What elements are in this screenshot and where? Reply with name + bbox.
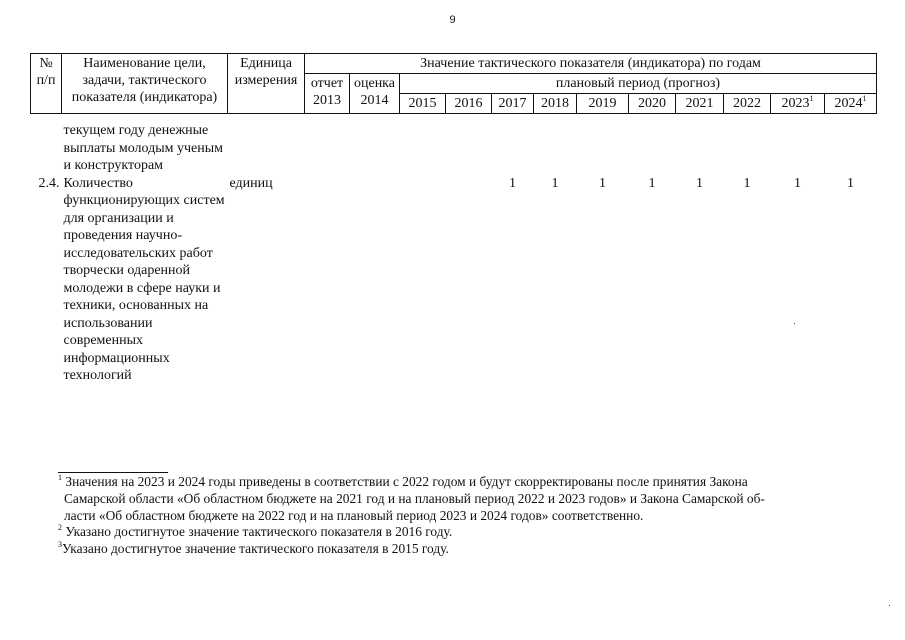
- row-unit: [228, 122, 305, 175]
- row-value: [825, 122, 877, 175]
- header-num: № п/п: [31, 54, 62, 114]
- row-name: текущем году денежные выплаты молодым ученым и конструкторам: [63, 123, 224, 173]
- table-row: [31, 175, 877, 385]
- row-value: 1: [509, 175, 516, 191]
- header-year: 2020: [629, 94, 676, 114]
- header-year: 2015: [400, 94, 446, 114]
- header-year: 2018: [534, 94, 577, 114]
- footnote-text: ласти «Об областном бюджете на 2022 год и на плановый период 2023 и 2024 годов» соответственно.: [64, 507, 644, 523]
- row-value: 1: [648, 175, 656, 191]
- footnotes: [58, 474, 878, 558]
- row-value: [724, 122, 771, 175]
- header-name: Наименование цели, задачи, тактического показателя (индикатора): [62, 54, 228, 114]
- footnote-text: Самарской области «Об областном бюджете на 2021 год и на плановый период 2022 и 2023 годов» и Закона Самарской об-: [64, 490, 765, 506]
- row-value: 1: [794, 175, 801, 191]
- header-year: 2019: [577, 94, 629, 114]
- header-estimate: оценка 2014: [350, 74, 400, 114]
- header-year: [825, 94, 877, 114]
- table-row: [31, 122, 877, 175]
- row-value: [771, 122, 825, 175]
- row-value: [492, 122, 534, 175]
- row-value: 1: [743, 175, 751, 191]
- row-value: [400, 175, 446, 385]
- scan-speck: [889, 605, 890, 606]
- row-unit: единиц: [229, 175, 273, 191]
- row-value: [350, 175, 400, 385]
- footnote-3: [58, 541, 878, 558]
- row-value: [446, 175, 492, 385]
- row-value: 1: [599, 175, 606, 191]
- header-year: 2022: [724, 94, 771, 114]
- header-year: 2016: [446, 94, 492, 114]
- row-value: [305, 122, 350, 175]
- row-num: 2.4.: [38, 175, 60, 191]
- header-unit: Единица измерения: [228, 54, 305, 114]
- row-value: 1: [551, 175, 559, 191]
- row-value: [629, 122, 676, 175]
- footnote-ref: 1: [862, 94, 867, 103]
- header-year: 2021: [676, 94, 724, 114]
- header-planned: плановый период (прогноз): [400, 74, 877, 94]
- row-value: [305, 175, 350, 385]
- footnote-mark: 3: [58, 540, 62, 550]
- row-name: Количество функционирующих систем для организации и проведения научно-исследовательских работ творчески одаренной молодежи в сфере науки и техники, основанных на использовании современных информационных технологий: [63, 175, 225, 383]
- footnote-mark: 1: [58, 473, 62, 482]
- row-value: [577, 122, 629, 175]
- footnote-1: [58, 474, 878, 491]
- header-year: [771, 94, 825, 114]
- footnote-text: Значения на 2023 и 2024 годы приведены в соответствии с 2022 годом и будут скорректированы после принятия Закона: [65, 474, 748, 489]
- page-number: 9: [449, 14, 456, 26]
- row-value: [676, 122, 724, 175]
- footnote-ref: 1: [809, 94, 814, 103]
- header-values-title: Значение тактического показателя (индикатора) по годам: [305, 54, 877, 74]
- row-value: [534, 122, 577, 175]
- row-value: [350, 122, 400, 175]
- row-num: [31, 122, 62, 175]
- footnote-text: Указано достигнутое значение тактического показателя в 2016 году.: [65, 524, 453, 540]
- row-value: [446, 122, 492, 175]
- header-year: 2017: [492, 94, 534, 114]
- row-value: 1: [696, 175, 703, 191]
- header-year-label: 2023: [781, 96, 810, 111]
- footnote-text: Указано достигнутое значение тактического показателя в 2015 году.: [62, 541, 449, 557]
- row-value: 1: [847, 175, 855, 191]
- footnote-mark: 2: [58, 523, 62, 533]
- scan-speck: [794, 323, 795, 324]
- indicator-table: [30, 53, 877, 385]
- footnote-separator: [58, 472, 168, 473]
- header-year-label: 2024: [834, 96, 863, 111]
- footnote-1-cont: [58, 508, 878, 525]
- footnote-2: [58, 524, 878, 541]
- header-report: отчет 2013: [305, 74, 350, 114]
- row-value: [400, 122, 446, 175]
- footnote-1-cont: [58, 491, 878, 508]
